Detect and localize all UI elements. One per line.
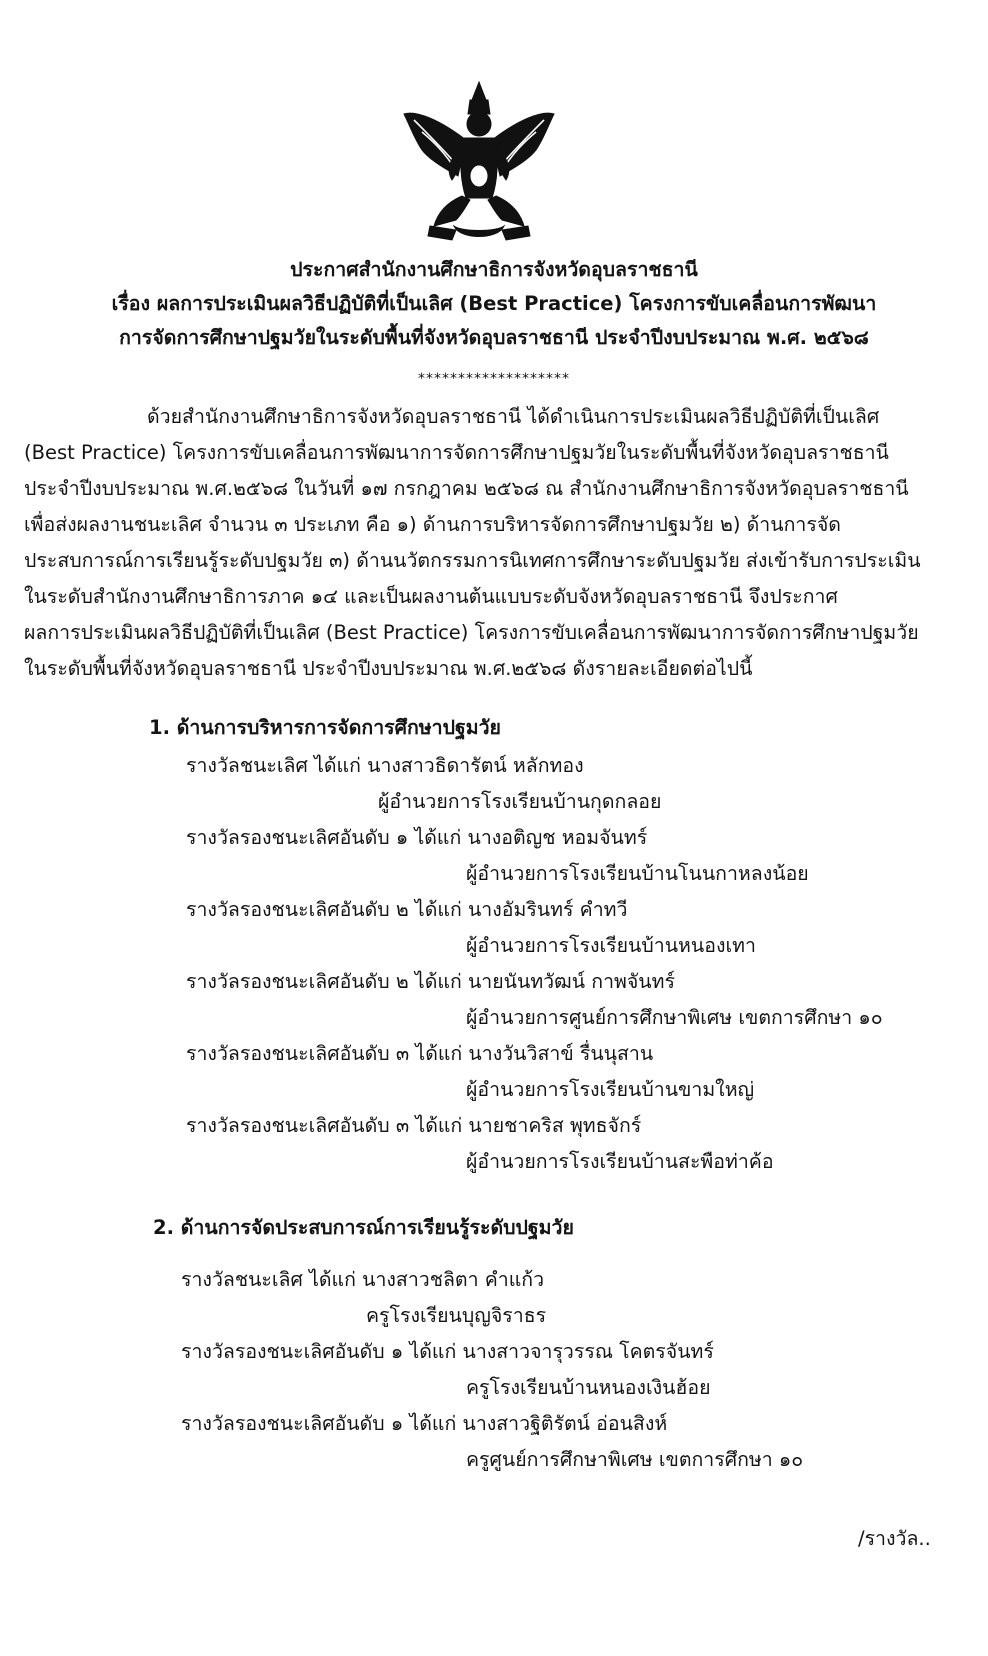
award-line: รางวัลชนะเลิศ ได้แก่ นางสาวธิดารัตน์ หลักทอง <box>186 754 584 777</box>
paragraph-line: เพื่อส่งผลงานชนะเลิศ จำนวน ๓ ประเภท คือ ๑) ด้านการบริหารจัดการศึกษาปฐมวัย ๒) ด้านการจัด <box>24 513 841 536</box>
paragraph-line: ด้วยสำนักงานศึกษาธิการจังหวัดอุบลราชธานี ได้ดำเนินการประเมินผลวิธีปฏิบัติที่เป็นเลิศ <box>147 405 880 428</box>
award-position: ผู้อำนวยการโรงเรียนบ้านขามใหญ่ <box>466 1078 755 1101</box>
announcement-subject: เรื่อง ผลการประเมินผลวิธีปฏิบัติที่เป็นเลิศ (Best Practice) โครงการขับเคลื่อนการพัฒนา <box>111 292 877 315</box>
award-position: ผู้อำนวยการโรงเรียนบ้านกุดกลอย <box>378 790 662 813</box>
paragraph-line: ในระดับสำนักงานศึกษาธิการภาค ๑๔ และเป็นผลงานต้นแบบระดับจังหวัดอุบลราชธานี จึงประกาศ <box>24 585 838 608</box>
paragraph-line: ในระดับพื้นที่จังหวัดอุบลราชธานี ประจำปีงบประมาณ พ.ศ.๒๕๖๘ ดังรายละเอียดต่อไปนี้ <box>24 657 753 680</box>
award-position: ผู้อำนวยการศูนย์การศึกษาพิเศษ เขตการศึกษา ๑๐ <box>466 1006 883 1029</box>
award-line: รางวัลรองชนะเลิศอันดับ ๑ ได้แก่ นางอติญช หอมจันทร์ <box>186 826 648 849</box>
award-line: รางวัลรองชนะเลิศอันดับ ๓ ได้แก่ นางวันวิสาข์ รื่นนุสาน <box>186 1042 654 1065</box>
separator-stars: ******************* <box>418 371 570 387</box>
award-line: รางวัลชนะเลิศ ได้แก่ นางสาวชลิตา คำแก้ว <box>181 1268 545 1291</box>
award-position: ครูศูนย์การศึกษาพิเศษ เขตการศึกษา ๑๐ <box>466 1448 804 1471</box>
award-position: ผู้อำนวยการโรงเรียนบ้านสะพือท่าค้อ <box>466 1150 774 1173</box>
section-2-title: 2. ด้านการจัดประสบการณ์การเรียนรู้ระดับปฐมวัย <box>153 1216 574 1239</box>
award-line: รางวัลรองชนะเลิศอันดับ ๑ ได้แก่ นางสาวฐิติรัตน์ อ่อนสิงห์ <box>181 1412 668 1435</box>
award-line: รางวัลรองชนะเลิศอันดับ ๒ ได้แก่ นางอัมรินทร์ คำทวี <box>186 898 628 921</box>
continuation-marker: /รางวัล.. <box>858 1527 931 1550</box>
award-position: ครูโรงเรียนบุญจิราธร <box>366 1304 547 1327</box>
paragraph-line: ประจำปีงบประมาณ พ.ศ.๒๕๖๘ ในวันที่ ๑๗ กรกฎาคม ๒๕๖๘ ณ สำนักงานศึกษาธิการจังหวัดอุบลราชธานี <box>24 477 909 500</box>
announcement-subject-cont: การจัดการศึกษาปฐมวัยในระดับพื้นที่จังหวัดอุบลราชธานี ประจำปีงบประมาณ พ.ศ. ๒๕๖๘ <box>119 326 869 349</box>
section-1-title: 1. ด้านการบริหารการจัดการศึกษาปฐมวัย <box>149 716 501 739</box>
award-line: รางวัลรองชนะเลิศอันดับ ๑ ได้แก่ นางสาวจารุวรรณ โคตรจันทร์ <box>181 1340 714 1363</box>
award-line: รางวัลรองชนะเลิศอันดับ ๓ ได้แก่ นายชาคริส พุทธจักร์ <box>186 1114 642 1137</box>
award-position: ผู้อำนวยการโรงเรียนบ้านหนองเทา <box>466 934 756 957</box>
paragraph-line: ผลการประเมินผลวิธีปฏิบัติที่เป็นเลิศ (Best Practice) โครงการขับเคลื่อนการพัฒนาการจัดการศึกษาปฐมวัย <box>24 621 919 644</box>
announcement-title: ประกาศสำนักงานศึกษาธิการจังหวัดอุบลราชธานี <box>290 258 698 281</box>
award-position: ครูโรงเรียนบ้านหนองเงินฮ้อย <box>466 1376 711 1399</box>
paragraph-line: (Best Practice) โครงการขับเคลื่อนการพัฒนาการจัดการศึกษาปฐมวัยในระดับพื้นที่จังหวัดอุบลราชธานี <box>24 441 889 464</box>
garuda-emblem <box>400 80 558 248</box>
award-line: รางวัลรองชนะเลิศอันดับ ๒ ได้แก่ นายนันทวัฒน์ กาพจันทร์ <box>186 970 675 993</box>
paragraph-line: ประสบการณ์การเรียนรู้ระดับปฐมวัย ๓) ด้านนวัตกรรมการนิเทศการศึกษาระดับปฐมวัย ส่งเข้ารับการประเมิน <box>24 549 921 572</box>
award-position: ผู้อำนวยการโรงเรียนบ้านโนนกาหลงน้อย <box>466 862 809 885</box>
